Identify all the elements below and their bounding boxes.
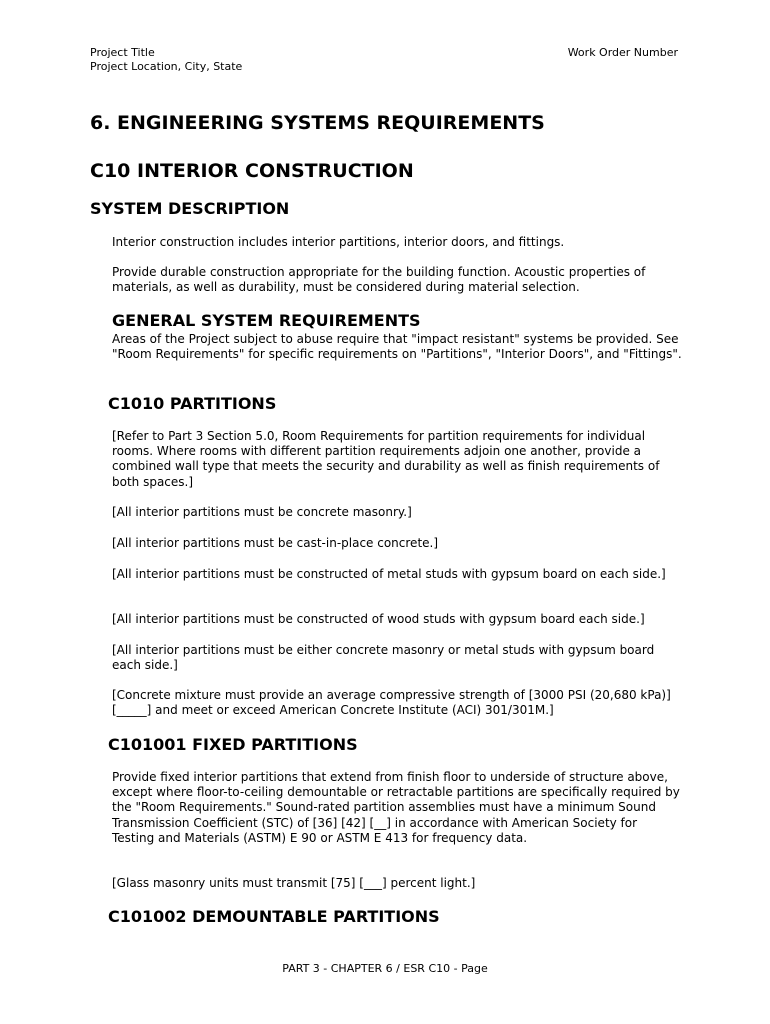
heading-c101001-fixed-partitions: C101001 FIXED PARTITIONS <box>108 735 358 754</box>
page-header-left <box>90 46 242 74</box>
paragraph: Interior construction includes interior partitions, interior doors, and fittings. <box>112 235 565 249</box>
paragraph: [Concrete mixture must provide an average compressive strength of [3000 PSI (20,680 kPa)] [_____] and meet or exceed American Concrete Institute (ACI) 301/301M.] <box>112 688 671 718</box>
project-title: Project Title <box>90 46 155 59</box>
paragraph: [All interior partitions must be either concrete masonry or metal studs with gypsum board each side.] <box>112 643 655 673</box>
paragraph: [Refer to Part 3 Section 5.0, Room Requirements for partition requirements for individual rooms. Where rooms with different partition requirements adjoin one another, provide a combined wall type that meets the security and durability as well as finish requirements of both spaces.] <box>112 429 660 489</box>
heading-c101002-demountable-partitions: C101002 DEMOUNTABLE PARTITIONS <box>108 907 440 926</box>
section-title: C10 INTERIOR CONSTRUCTION <box>90 160 414 182</box>
work-order-number: Work Order Number <box>567 46 678 59</box>
page-title: 6. ENGINEERING SYSTEMS REQUIREMENTS <box>90 112 545 134</box>
paragraph: Provide fixed interior partitions that extend from finish floor to underside of structure above, except where floor-to-ceiling demountable or retractable partitions are specifically required by the "Room Requirements." Sound-rated partition assemblies must have a minimum Sound Transmission Coefficient (STC) of [36] [42] [__] in accordance with American Society for Testing and Materials (ASTM) E 90 or ASTM E 413 for frequency data. <box>112 770 680 845</box>
paragraph: Areas of the Project subject to abuse require that "impact resistant" systems be provided. See "Room Requirements" for specific requirements on "Partitions", "Interior Doors", and "Fittings". <box>112 332 682 362</box>
paragraph: Provide durable construction appropriate for the building function. Acoustic properties of materials, as well as durability, must be considered during material selection. <box>112 265 646 295</box>
paragraph: [All interior partitions must be constructed of metal studs with gypsum board on each side.] <box>112 567 666 581</box>
paragraph: [All interior partitions must be constructed of wood studs with gypsum board each side.] <box>112 612 645 626</box>
paragraph: [Glass masonry units must transmit [75] [___] percent light.] <box>112 876 476 890</box>
paragraph: [All interior partitions must be cast-in-place concrete.] <box>112 536 439 550</box>
heading-c1010-partitions: C1010 PARTITIONS <box>108 394 277 413</box>
page-footer: PART 3 - CHAPTER 6 / ESR C10 - Page <box>282 962 488 975</box>
project-location: Project Location, City, State <box>90 60 243 73</box>
paragraph: [All interior partitions must be concrete masonry.] <box>112 505 412 519</box>
heading-system-description: SYSTEM DESCRIPTION <box>90 199 290 218</box>
heading-general-system-requirements: GENERAL SYSTEM REQUIREMENTS <box>112 311 421 330</box>
